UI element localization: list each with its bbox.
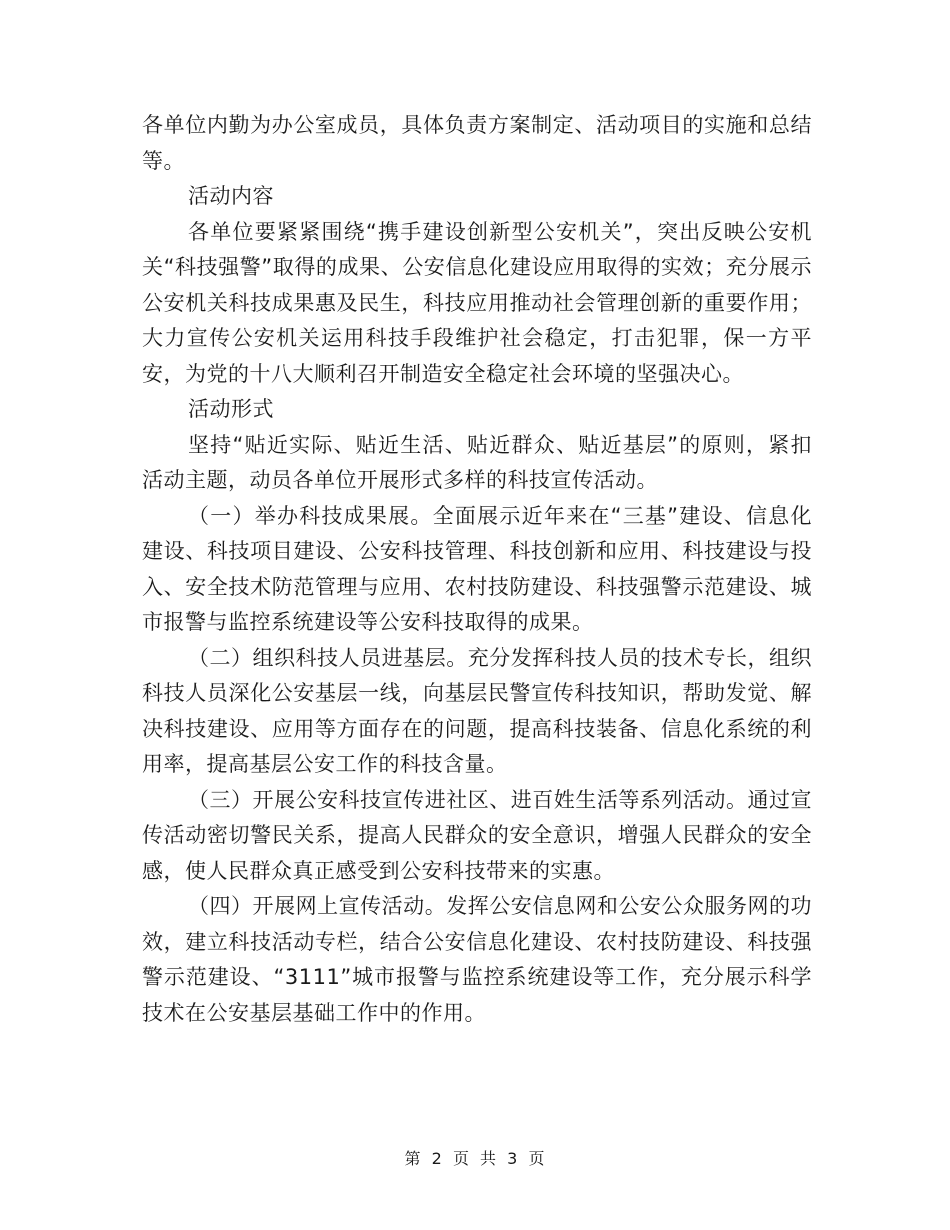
list-item-1: （一）举办科技成果展。全面展示近年来在“三基”建设、信息化建设、科技项目建设、公安科技管理、科技创新和应用、科技建设与投入、安全技术防范管理与应用、农村技防建设、科技强警示范建设、城市报警与监控系统建设等公安科技取得的成果。 [142,503,812,634]
page-footer [0,1146,950,1169]
paragraph-activity-content: 各单位要紧紧围绕“携手建设创新型公安机关”，突出反映公安机关“科技强警”取得的成果、公安信息化建设应用取得的实效；充分展示公安机关科技成果惠及民生，科技应用推动社会管理创新的重要作用；大力宣传公安机关运用科技手段维护社会稳定，打击犯罪，保一方平安，为党的十八大顺利召开制造安全稳定社会环境的坚强决心。 [142,219,812,386]
document-body [142,108,812,1031]
section-heading-activity-form: 活动形式 [188,397,274,421]
total-prefix: 共 [480,1149,498,1168]
page-prefix: 第 [404,1149,422,1168]
total-pages-number: 3 [507,1149,519,1168]
list-item-4: （四）开展网上宣传活动。发挥公安信息网和公安公众服务网的功效，建立科技活动专栏，结合公安信息化建设、农村技防建设、科技强警示范建设、“3111”城市报警与监控系统建设等工作，充分展示科学技术在公安基层基础工作中的作用。 [142,894,812,1025]
current-page-number: 2 [431,1149,443,1168]
section-heading-activity-content: 活动内容 [188,184,274,208]
total-suffix: 页 [528,1149,546,1168]
page-word: 页 [452,1149,470,1168]
list-item-2: （二）组织科技人员进基层。充分发挥科技人员的技术专长，组织科技人员深化公安基层一线，向基层民警宣传科技知识，帮助发觉、解决科技建设、应用等方面存在的问题，提高科技装备、信息化系统的利用率，提高基层公安工作的科技含量。 [142,645,812,776]
list-item-3: （三）开展公安科技宣传进社区、进百姓生活等系列活动。通过宣传活动密切警民关系，提高人民群众的安全意识，增强人民群众的安全感，使人民群众真正感受到公安科技带来的实惠。 [142,787,812,883]
paragraph-activity-form: 坚持“贴近实际、贴近生活、贴近群众、贴近基层”的原则，紧扣活动主题，动员各单位开展形式多样的科技宣传活动。 [142,432,812,492]
paragraph-1: 各单位内勤为办公室成员，具体负责方案制定、活动项目的实施和总结等。 [142,113,812,173]
